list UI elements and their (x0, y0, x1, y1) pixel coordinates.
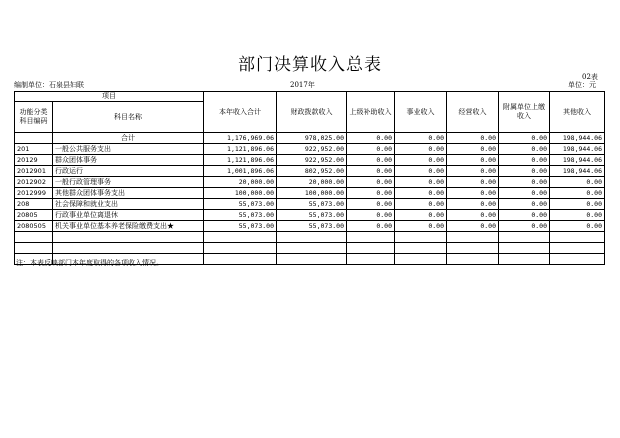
row-name: 群众团体事务 (53, 155, 204, 166)
unit-label: 编制单位：石泉县妇联 (14, 81, 84, 89)
row-subsidy-value: 0.00 (347, 144, 395, 155)
empty-cell (499, 232, 550, 243)
row-subsidy-value: 0.00 (347, 155, 395, 166)
row-fiscal-value: 55,073.00 (277, 221, 347, 232)
header-row-top (15, 92, 605, 102)
row-code: 20805 (15, 210, 53, 221)
row-affiliated-value: 0.00 (499, 133, 550, 144)
empty-cell (550, 254, 605, 265)
row-other-value: 0.00 (550, 221, 605, 232)
footnote: 注：本表反映部门本年度取得的各项收入情况。 (16, 259, 163, 267)
empty-cell (15, 232, 53, 243)
table-row (15, 177, 605, 188)
table-row (15, 199, 605, 210)
row-other-value: 0.00 (550, 210, 605, 221)
row-operating-value: 0.00 (447, 221, 499, 232)
total-row (15, 133, 605, 144)
row-operating-value: 0.00 (447, 144, 499, 155)
empty-cell (550, 243, 605, 254)
income-summary-table (14, 91, 605, 265)
row-business-value: 0.00 (395, 199, 447, 210)
row-operating-value: 0.00 (447, 199, 499, 210)
row-business-value: 0.00 (395, 177, 447, 188)
row-business-value: 0.00 (395, 155, 447, 166)
row-fiscal-value: 55,073.00 (277, 210, 347, 221)
row-fiscal-value: 55,073.00 (277, 199, 347, 210)
fiscal-header: 财政拨款收入 (277, 92, 347, 133)
other-header: 其他收入 (550, 92, 605, 133)
empty-row (15, 243, 605, 254)
row-total-value: 100,000.00 (204, 188, 277, 199)
empty-cell (277, 232, 347, 243)
name-header: 科目名称 (53, 102, 204, 133)
row-code: 2012999 (15, 188, 53, 199)
row-code: 201 (15, 144, 53, 155)
empty-cell (499, 254, 550, 265)
empty-cell (499, 243, 550, 254)
empty-cell (447, 232, 499, 243)
empty-cell (277, 243, 347, 254)
row-business-value: 0.00 (395, 166, 447, 177)
row-business-value: 0.00 (395, 188, 447, 199)
empty-cell (347, 232, 395, 243)
form-number: 02表 (582, 73, 598, 81)
code-header: 功能分类科目编码 (15, 102, 53, 133)
table-row (15, 210, 605, 221)
empty-cell (15, 243, 53, 254)
table-row (15, 188, 605, 199)
row-code: 208 (15, 199, 53, 210)
row-name: 一般公共服务支出 (53, 144, 204, 155)
row-operating-value: 0.00 (447, 177, 499, 188)
row-subsidy-value: 0.00 (347, 210, 395, 221)
row-business-value: 0.00 (395, 144, 447, 155)
row-subsidy-value: 0.00 (347, 133, 395, 144)
row-other-value: 198,944.06 (550, 144, 605, 155)
row-operating-value: 0.00 (447, 166, 499, 177)
row-subsidy-value: 0.00 (347, 177, 395, 188)
empty-cell (347, 243, 395, 254)
row-other-value: 0.00 (550, 177, 605, 188)
affiliated-header: 附属单位上缴收入 (499, 92, 550, 133)
operating-header: 经营收入 (447, 92, 499, 133)
business-header: 事业收入 (395, 92, 447, 133)
row-operating-value: 0.00 (447, 188, 499, 199)
row-fiscal-value: 922,952.00 (277, 144, 347, 155)
total-header: 本年收入合计 (204, 92, 277, 133)
row-code: 2012901 (15, 166, 53, 177)
row-other-value: 198,944.06 (550, 166, 605, 177)
row-other-value: 0.00 (550, 199, 605, 210)
row-fiscal-value: 802,952.00 (277, 166, 347, 177)
row-fiscal-value: 922,952.00 (277, 155, 347, 166)
row-name: 机关事业单位基本养老保险缴费支出★ (53, 221, 204, 232)
row-total-value: 1,121,896.06 (204, 144, 277, 155)
report-year: 2017年 (290, 81, 315, 89)
empty-cell (347, 254, 395, 265)
row-affiliated-value: 0.00 (499, 221, 550, 232)
empty-cell (447, 243, 499, 254)
empty-cell (204, 243, 277, 254)
row-total-value: 1,001,896.06 (204, 166, 277, 177)
row-affiliated-value: 0.00 (499, 144, 550, 155)
empty-cell (395, 232, 447, 243)
row-subsidy-value: 0.00 (347, 188, 395, 199)
empty-cell (53, 232, 204, 243)
row-name: 行政运行 (53, 166, 204, 177)
row-other-value: 198,944.06 (550, 155, 605, 166)
row-affiliated-value: 0.00 (499, 155, 550, 166)
report-title: 部门决算收入总表 (238, 55, 382, 75)
row-operating-value: 0.00 (447, 133, 499, 144)
row-affiliated-value: 0.00 (499, 199, 550, 210)
empty-cell (447, 254, 499, 265)
empty-cell (204, 232, 277, 243)
table-row (15, 144, 605, 155)
row-name: 社会保障和就业支出 (53, 199, 204, 210)
row-business-value: 0.00 (395, 133, 447, 144)
item-group-header: 项目 (15, 92, 204, 102)
table-row (15, 221, 605, 232)
empty-row (15, 232, 605, 243)
table-row (15, 166, 605, 177)
row-affiliated-value: 0.00 (499, 166, 550, 177)
empty-cell (395, 243, 447, 254)
row-total-value: 55,073.00 (204, 210, 277, 221)
row-name: 行政事业单位离退休 (53, 210, 204, 221)
row-other-value: 0.00 (550, 188, 605, 199)
row-code (15, 133, 53, 144)
row-business-value: 0.00 (395, 221, 447, 232)
row-code: 2012902 (15, 177, 53, 188)
row-affiliated-value: 0.00 (499, 177, 550, 188)
empty-cell (550, 232, 605, 243)
empty-cell (53, 243, 204, 254)
row-code: 20129 (15, 155, 53, 166)
row-name: 其他群众团体事务支出 (53, 188, 204, 199)
row-fiscal-value: 978,025.00 (277, 133, 347, 144)
table-row (15, 155, 605, 166)
row-total-value: 20,000.00 (204, 177, 277, 188)
row-other-value: 198,944.06 (550, 133, 605, 144)
money-unit: 单位：元 (568, 81, 596, 89)
empty-cell (277, 254, 347, 265)
row-code: 2080505 (15, 221, 53, 232)
row-subsidy-value: 0.00 (347, 166, 395, 177)
subsidy-header: 上级补助收入 (347, 92, 395, 133)
row-business-value: 0.00 (395, 210, 447, 221)
row-fiscal-value: 100,000.00 (277, 188, 347, 199)
empty-cell (204, 254, 277, 265)
row-affiliated-value: 0.00 (499, 188, 550, 199)
row-total-value: 55,073.00 (204, 221, 277, 232)
row-total-value: 55,073.00 (204, 199, 277, 210)
row-total-value: 1,121,896.06 (204, 155, 277, 166)
row-fiscal-value: 20,000.00 (277, 177, 347, 188)
row-subsidy-value: 0.00 (347, 199, 395, 210)
row-affiliated-value: 0.00 (499, 210, 550, 221)
empty-cell (395, 254, 447, 265)
row-total-value: 1,176,969.06 (204, 133, 277, 144)
row-subsidy-value: 0.00 (347, 221, 395, 232)
row-name: 一般行政管理事务 (53, 177, 204, 188)
row-name: 合计 (53, 133, 204, 144)
row-operating-value: 0.00 (447, 155, 499, 166)
row-operating-value: 0.00 (447, 210, 499, 221)
